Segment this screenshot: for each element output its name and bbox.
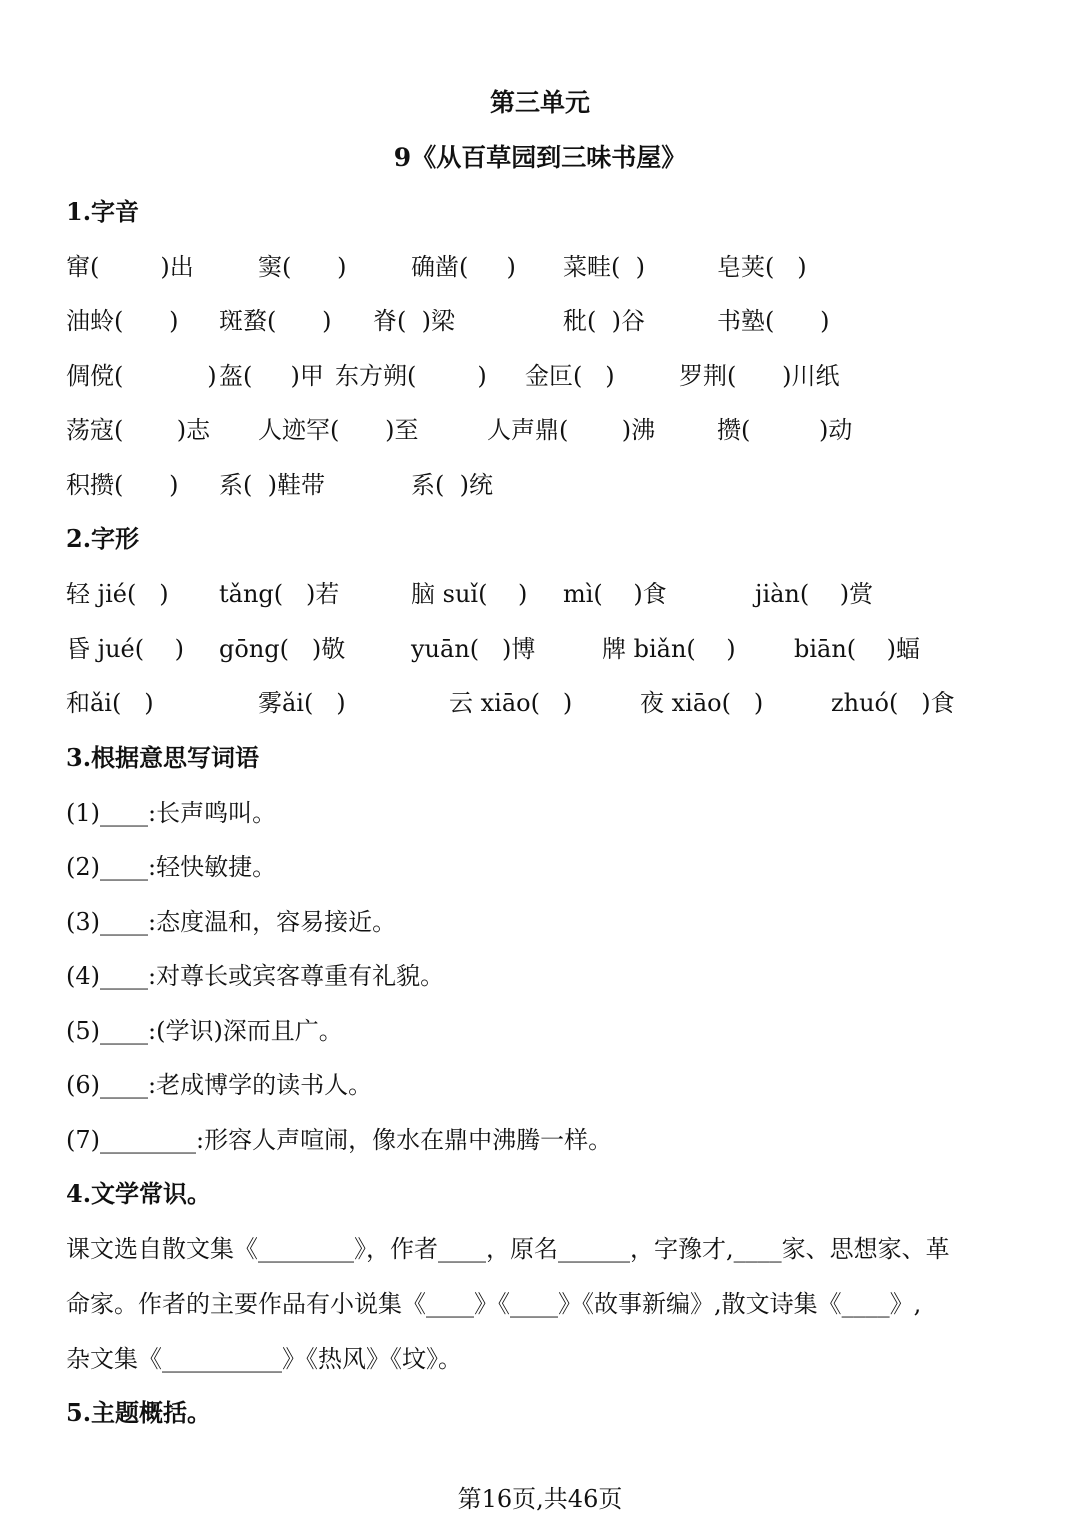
pronunciation-row bbox=[0, 360, 1080, 392]
literary-knowledge-line: 杂文集《__________》《热风》《坟》。 bbox=[66, 1345, 462, 1373]
character-form-item: 雾ǎi( ) bbox=[258, 689, 346, 717]
character-form-item: yuān( )博 bbox=[411, 635, 536, 663]
page-number-footer: 第16页,共46页 bbox=[457, 1485, 623, 1513]
pronunciation-item: 罗荆( )川纸 bbox=[679, 362, 840, 390]
character-form-item: tǎng( )若 bbox=[219, 580, 340, 608]
section-heading-literary-knowledge: 4.文学常识。 bbox=[66, 1179, 212, 1208]
pronunciation-row bbox=[0, 251, 1080, 283]
pronunciation-item: 积攒( ) bbox=[66, 471, 179, 499]
vocabulary-item: (6)____:老成博学的读书人。 bbox=[66, 1071, 373, 1099]
character-form-item: biān( )蝠 bbox=[794, 635, 921, 663]
character-form-item: 和ǎi( ) bbox=[66, 689, 154, 717]
character-form-item: 牌 biǎn( ) bbox=[602, 635, 736, 663]
section-heading-pronunciation: 1.字音 bbox=[66, 197, 140, 226]
character-form-item: 脑 suǐ( ) bbox=[411, 580, 528, 608]
pronunciation-item: 东方朔( ) bbox=[335, 362, 487, 390]
pronunciation-item: 秕( )谷 bbox=[563, 307, 645, 335]
pronunciation-row bbox=[0, 414, 1080, 446]
character-form-item: 轻 jié( ) bbox=[66, 580, 169, 608]
character-form-item: 云 xiāo( ) bbox=[449, 689, 573, 717]
section-heading-character-form: 2.字形 bbox=[66, 524, 140, 553]
vocabulary-item: (7)________:形容人声喧闹，像水在鼎中沸腾一样。 bbox=[66, 1126, 613, 1154]
pronunciation-item: 书塾( ) bbox=[717, 307, 830, 335]
lesson-title: 9《从百草园到三味书屋》 bbox=[393, 143, 687, 172]
pronunciation-item: 窜( )出 bbox=[66, 253, 194, 281]
literary-knowledge-line: 命家。作者的主要作品有小说集《____》《____》《故事新编》,散文诗集《____》, bbox=[66, 1290, 922, 1318]
pronunciation-item: 系( )鞋带 bbox=[219, 471, 325, 499]
pronunciation-item: 荡寇( )志 bbox=[66, 416, 211, 444]
pronunciation-item: 人声鼎( )沸 bbox=[487, 416, 656, 444]
character-form-item: gōng( )敬 bbox=[219, 635, 346, 663]
pronunciation-item: 斑蝥( ) bbox=[219, 307, 332, 335]
pronunciation-item: 菜畦( ) bbox=[563, 253, 645, 281]
character-form-item: 昏 jué( ) bbox=[66, 635, 184, 663]
pronunciation-item: 脊( )梁 bbox=[373, 307, 455, 335]
character-form-row bbox=[0, 578, 1080, 610]
vocabulary-item: (3)____:态度温和，容易接近。 bbox=[66, 908, 397, 936]
pronunciation-row bbox=[0, 469, 1080, 501]
pronunciation-item: 确凿( ) bbox=[411, 253, 516, 281]
vocabulary-item: (5)____:(学识)深而且广。 bbox=[66, 1017, 343, 1045]
pronunciation-item: 盔( )甲 bbox=[219, 362, 324, 390]
character-form-row bbox=[0, 687, 1080, 719]
pronunciation-item: 金叵( ) bbox=[525, 362, 615, 390]
pronunciation-item: 系( )统 bbox=[411, 471, 493, 499]
character-form-item: jiàn( )赏 bbox=[755, 580, 874, 608]
character-form-row bbox=[0, 633, 1080, 665]
character-form-item: zhuó( )食 bbox=[831, 689, 955, 717]
unit-title: 第三单元 bbox=[489, 88, 590, 117]
vocabulary-item: (4)____:对尊长或宾客尊重有礼貌。 bbox=[66, 962, 445, 990]
pronunciation-item: 窦( ) bbox=[258, 253, 347, 281]
character-form-item: mì( )食 bbox=[563, 580, 667, 608]
vocabulary-item: (2)____:轻快敏捷。 bbox=[66, 853, 277, 881]
section-heading-vocabulary: 3.根据意思写词语 bbox=[66, 743, 260, 772]
pronunciation-row bbox=[0, 305, 1080, 337]
pronunciation-item: 攒( )动 bbox=[717, 416, 853, 444]
pronunciation-item: 皂荚( ) bbox=[717, 253, 807, 281]
character-form-item: 夜 xiāo( ) bbox=[640, 689, 764, 717]
vocabulary-item: (1)____:长声鸣叫。 bbox=[66, 799, 277, 827]
pronunciation-item: 油蛉( ) bbox=[66, 307, 179, 335]
pronunciation-item: 人迹罕( )至 bbox=[258, 416, 419, 444]
section-heading-theme-summary: 5.主题概括。 bbox=[66, 1398, 212, 1427]
literary-knowledge-line: 课文选自散文集《________》，作者____，原名______，字豫才,____家、思想家、革 bbox=[66, 1235, 950, 1263]
pronunciation-item: 倜傥( ) bbox=[66, 362, 217, 390]
